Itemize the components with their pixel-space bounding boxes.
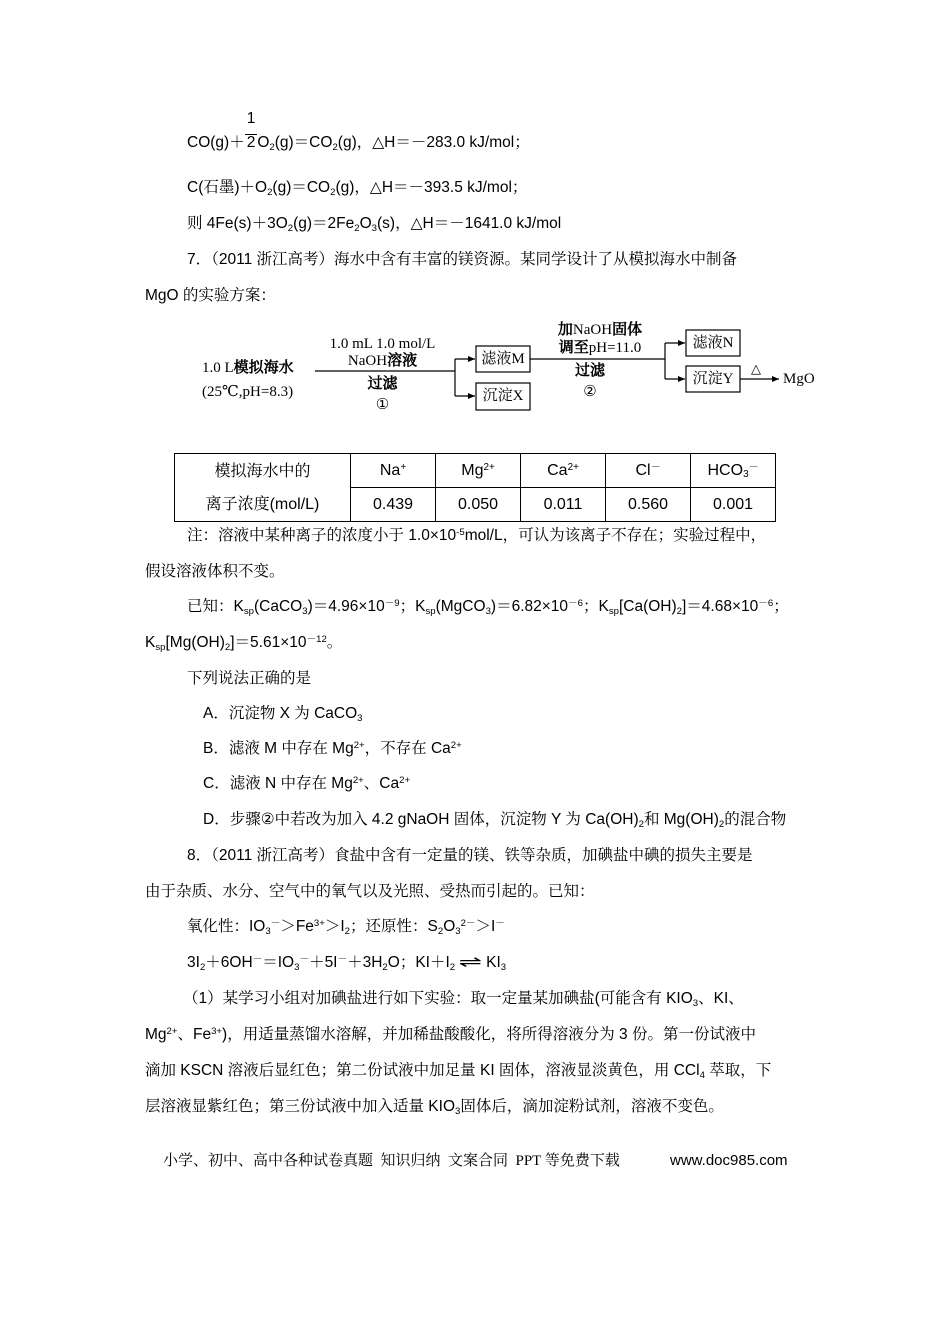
- text-run: (CaCO: [253, 598, 303, 615]
- equation-graphite-combustion: [187, 178, 527, 198]
- superscript: －6: [758, 598, 774, 610]
- text-run: )＝4.96×10: [307, 598, 385, 615]
- subscript: 2: [437, 925, 444, 937]
- superscript: －: [495, 918, 505, 930]
- text-run: KI: [486, 954, 501, 971]
- text-run: C(石墨)＋O: [187, 179, 268, 196]
- superscript: 2+: [166, 1026, 178, 1038]
- text-run: ＝IO: [262, 954, 295, 971]
- subscript: 3: [455, 1105, 461, 1117]
- subscript: 3: [265, 925, 271, 937]
- note-line-1: [187, 526, 766, 546]
- superscript: －9: [384, 598, 400, 610]
- flow-start-label: [202, 359, 294, 377]
- start-name: 模拟海水: [233, 360, 294, 376]
- subscript: 3: [500, 961, 507, 973]
- text-run: Ca: [547, 461, 568, 479]
- question-7-stem-line-1: [187, 250, 737, 270]
- text-run: ＞I: [475, 918, 496, 935]
- superscript: －: [252, 954, 263, 966]
- subscript: sp: [243, 605, 254, 617]
- text-run: C．滤液 N 中存在 Mg: [203, 775, 353, 792]
- note-line-2: [145, 562, 285, 582]
- equilibrium-arrow: ⇌: [458, 954, 483, 971]
- step-2-formula: NaOH: [572, 322, 613, 338]
- text-run: B．滤液 M 中存在 Mg: [203, 740, 354, 757]
- step-1-reagent: [320, 352, 445, 370]
- subscript: 2: [344, 925, 351, 937]
- superscript: 2+: [353, 740, 365, 752]
- superscript: 3+: [313, 918, 325, 930]
- equation-co-combustion: [187, 110, 530, 153]
- text-run: 和 Mg(OH): [643, 811, 719, 828]
- text-run: (g)，△H＝－393.5 kJ/mol；: [335, 179, 528, 196]
- footer-url: www.doc985.com: [670, 1152, 788, 1169]
- filtrate-m-label: 滤液M: [481, 351, 525, 367]
- table-row-ions: [175, 454, 776, 488]
- text-run: MgO 的实验方案：: [145, 287, 276, 304]
- text-run: ]＝4.68×10: [682, 598, 759, 615]
- step-1-reagent-word: 溶液: [387, 353, 418, 369]
- superscript: 2+: [450, 740, 462, 752]
- precipitate-x-label: 沉淀X: [482, 388, 524, 404]
- step-2-reagent: [545, 321, 655, 339]
- superscript: －6: [568, 598, 583, 610]
- table-label-line-2: 离子浓度(mol/L): [205, 495, 320, 513]
- subscript: 2: [718, 818, 725, 830]
- table-header-cell: [436, 454, 521, 488]
- text-run: CO(g)＋: [187, 134, 245, 151]
- text-run: O: [443, 918, 456, 935]
- text-run: (g)，△H＝－283.0 kJ/mol；: [337, 134, 530, 151]
- text-run: O: [359, 215, 372, 232]
- text-run: 。: [326, 634, 343, 651]
- subscript: 4: [699, 1069, 705, 1081]
- text-run: (g)＝CO: [274, 134, 333, 151]
- text-run: 已知：K: [187, 598, 244, 615]
- superscript: -5: [456, 527, 465, 539]
- table-value-cell: 0.011: [521, 488, 606, 522]
- ion-concentration-table: [174, 453, 776, 522]
- subscript: 3: [302, 605, 308, 617]
- step-1-number: ①: [375, 397, 390, 413]
- step-2-operation: 过滤: [574, 363, 605, 379]
- step-1-operation: 过滤: [367, 376, 398, 392]
- superscript: －: [270, 918, 281, 930]
- subscript: 2: [449, 961, 456, 973]
- text-run: 层溶液显紫红色；第三份试液中加入适量 KIO: [145, 1098, 456, 1115]
- text-run: ；: [773, 598, 789, 615]
- text-run: 的混合物: [724, 811, 787, 828]
- superscript: －: [337, 954, 348, 966]
- part-1-line-4: [145, 1097, 724, 1117]
- subscript: 2: [332, 141, 338, 153]
- text-run: )，用适量蒸馏水溶解，并加稀盐酸酸化，将所得溶液分为 3 份。第一份试液中: [222, 1026, 756, 1043]
- known-ksp-line-1: [187, 597, 789, 617]
- text-run: ＞Fe: [280, 918, 314, 935]
- table-header-cell: [351, 454, 436, 488]
- subscript: 2: [287, 222, 294, 234]
- part-1-line-1: [183, 989, 744, 1009]
- table-header-cell: [521, 454, 606, 488]
- subscript: 3: [371, 222, 378, 234]
- superscript: 3+: [211, 1026, 223, 1038]
- subscript: 3: [485, 605, 491, 617]
- iodine-reactions: [187, 953, 506, 973]
- text-run: mol/L，可认为该离子不存在；实验过程中，: [464, 527, 767, 544]
- text-run: (g)＝CO: [272, 179, 331, 196]
- text-run: 下列说法正确的是: [187, 670, 312, 687]
- superscript: 2－: [460, 918, 476, 930]
- option-a: [203, 704, 363, 724]
- subscript: sp: [425, 605, 436, 617]
- text-run: ]＝5.61×10: [230, 634, 307, 651]
- subscript: 3: [294, 961, 300, 973]
- text-run: ，不存在 Ca: [364, 740, 451, 757]
- text-run: (g)＝2Fe: [293, 215, 355, 232]
- text-run: K: [145, 634, 156, 651]
- subscript: 3: [692, 997, 699, 1009]
- equation-iron-oxidation: [187, 214, 561, 234]
- text-run: O: [257, 134, 270, 151]
- known-ksp-line-2: [145, 633, 342, 653]
- text-run: （1）某学习小组对加碘盐进行如下实验：取一定量某加碘盐(可能含有 KIO: [183, 990, 693, 1007]
- text-run: (MgCO: [435, 598, 486, 615]
- flow-start-condition: (25℃,pH=8.3): [202, 384, 294, 400]
- text-run: ＋5I: [309, 954, 338, 971]
- text-run: 由于杂质、水分、空气中的氧气以及光照、受热而引起的。已知：: [145, 883, 595, 900]
- table-value-cell: 0.050: [436, 488, 521, 522]
- experiment-flow-diagram: [190, 315, 830, 420]
- superscript: －: [650, 461, 661, 473]
- subscript: 2: [676, 605, 682, 617]
- text-run: 萃取，下: [704, 1062, 772, 1079]
- text-run: O；KI＋I: [387, 954, 450, 971]
- text-run: 滴加 KSCN 溶液后显红色；第二份试液中加足量 KI 固体，溶液显淡黄色，用 CCl: [145, 1062, 700, 1079]
- subscript: 3: [455, 925, 461, 937]
- superscript: +: [400, 461, 407, 473]
- text-run: 注：溶液中某种离子的浓度小于 1.0×10: [187, 527, 457, 544]
- text-run: [Mg(OH): [165, 634, 225, 651]
- subscript: sp: [155, 641, 166, 653]
- option-b: [203, 739, 462, 759]
- text-run: )＝6.82×10: [490, 598, 569, 615]
- footer-text: 小学、初中、高中各种试卷真题 知识归纳 文案合同 PPT 等免费下载: [163, 1153, 620, 1169]
- filtrate-n-label: 滤液N: [692, 335, 734, 351]
- table-value-cell: 0.001: [691, 488, 776, 522]
- fraction-numerator: 1: [246, 110, 256, 127]
- text-run: ；K: [399, 598, 426, 615]
- superscript: 2+: [399, 775, 411, 787]
- question-8-stem-line-2: [145, 882, 595, 902]
- text-run: 、KI、: [698, 990, 744, 1007]
- text-run: A．沉淀物 X 为 CaCO: [203, 705, 358, 722]
- text-run: 则 4Fe(s)＋3O: [187, 215, 288, 232]
- text-run: 固体后，滴加淀粉试剂，溶液不变色。: [460, 1098, 724, 1115]
- superscript: －: [748, 461, 759, 473]
- text-run: 3I: [187, 954, 200, 971]
- text-run: ＋6OH: [205, 954, 253, 971]
- superscript: 2+: [483, 461, 495, 473]
- table-header-cell: [691, 454, 776, 488]
- text-run: Mg: [145, 1026, 167, 1043]
- text-run: 氧化性：IO: [187, 918, 266, 935]
- text-run: (s)，△H＝－1641.0 kJ/mol: [377, 215, 562, 232]
- question-7-prompt: [187, 669, 311, 689]
- oxidation-reduction-order: [187, 917, 505, 937]
- table-label-line-1: 模拟海水中的: [214, 462, 311, 480]
- superscript: －: [299, 954, 310, 966]
- step-2-adjust-word: 调至: [558, 340, 589, 356]
- fraction: [245, 110, 258, 153]
- text-run: 8．（2011 浙江高考）食盐中含有一定量的镁、铁等杂质，加碘盐中碘的损失主要是: [187, 847, 753, 864]
- subscript: 2: [330, 186, 336, 198]
- start-volume: 1.0 L: [202, 360, 234, 376]
- fraction-denominator: 2: [246, 134, 256, 151]
- text-run: 、Ca: [363, 775, 400, 792]
- table-header-cell: [606, 454, 691, 488]
- superscript: －12: [306, 634, 327, 646]
- subscript: 2: [199, 961, 206, 973]
- text-run: 假设溶液体积不变。: [145, 563, 285, 580]
- text-run: ＋3H: [347, 954, 383, 971]
- step-2-number: ②: [583, 384, 597, 400]
- part-1-line-2: [145, 1025, 756, 1045]
- table-value-cell: 0.439: [351, 488, 436, 522]
- step-2-reagent-word: 固体: [612, 322, 643, 338]
- question-7-stem-line-2: [145, 286, 276, 306]
- part-1-line-3: [145, 1061, 771, 1081]
- subscript: 2: [224, 641, 231, 653]
- text-run: 、Fe: [177, 1026, 212, 1043]
- step-2-ph: [545, 339, 655, 357]
- precipitate-y-label: 沉淀Y: [692, 371, 734, 387]
- subscript: 3: [743, 469, 749, 481]
- text-run: Na: [379, 461, 401, 479]
- text-run: 7．（2011 浙江高考）海水中含有丰富的镁资源。某同学设计了从模拟海水中制备: [187, 251, 738, 268]
- text-run: ；K: [582, 598, 609, 615]
- subscript: 2: [382, 961, 388, 973]
- text-run: Cl: [635, 461, 651, 479]
- subscript: 2: [638, 818, 644, 830]
- subscript: 2: [269, 141, 275, 153]
- option-c: [203, 774, 410, 794]
- subscript: 2: [354, 222, 360, 234]
- step-1-formula: NaOH: [347, 353, 388, 369]
- subscript: 3: [357, 712, 363, 724]
- superscript: 2+: [567, 461, 579, 473]
- question-8-stem-line-1: [187, 846, 753, 866]
- step-2-ph-value: pH=11.0: [588, 340, 642, 356]
- text-run: ；还原性：S: [350, 918, 438, 935]
- text-run: Mg: [461, 461, 484, 479]
- subscript: sp: [608, 605, 619, 617]
- heat-symbol: △: [751, 361, 761, 376]
- table-row-label: [175, 454, 351, 522]
- text-run: HCO: [707, 461, 744, 479]
- table-value-cell: 0.560: [606, 488, 691, 522]
- text-run: [Ca(OH): [618, 598, 677, 615]
- text-run: ＞I: [324, 918, 345, 935]
- text-run: D．步骤②中若改为加入 4.2 gNaOH 固体，沉淀物 Y 为 Ca(OH): [203, 811, 639, 828]
- step-2-add-word: 加: [557, 322, 573, 338]
- product-label: MgO: [783, 371, 815, 387]
- option-d: [203, 810, 786, 830]
- subscript: 2: [267, 186, 273, 198]
- step-1-amount: 1.0 mL 1.0 mol/L: [329, 336, 436, 352]
- superscript: 2+: [352, 775, 364, 787]
